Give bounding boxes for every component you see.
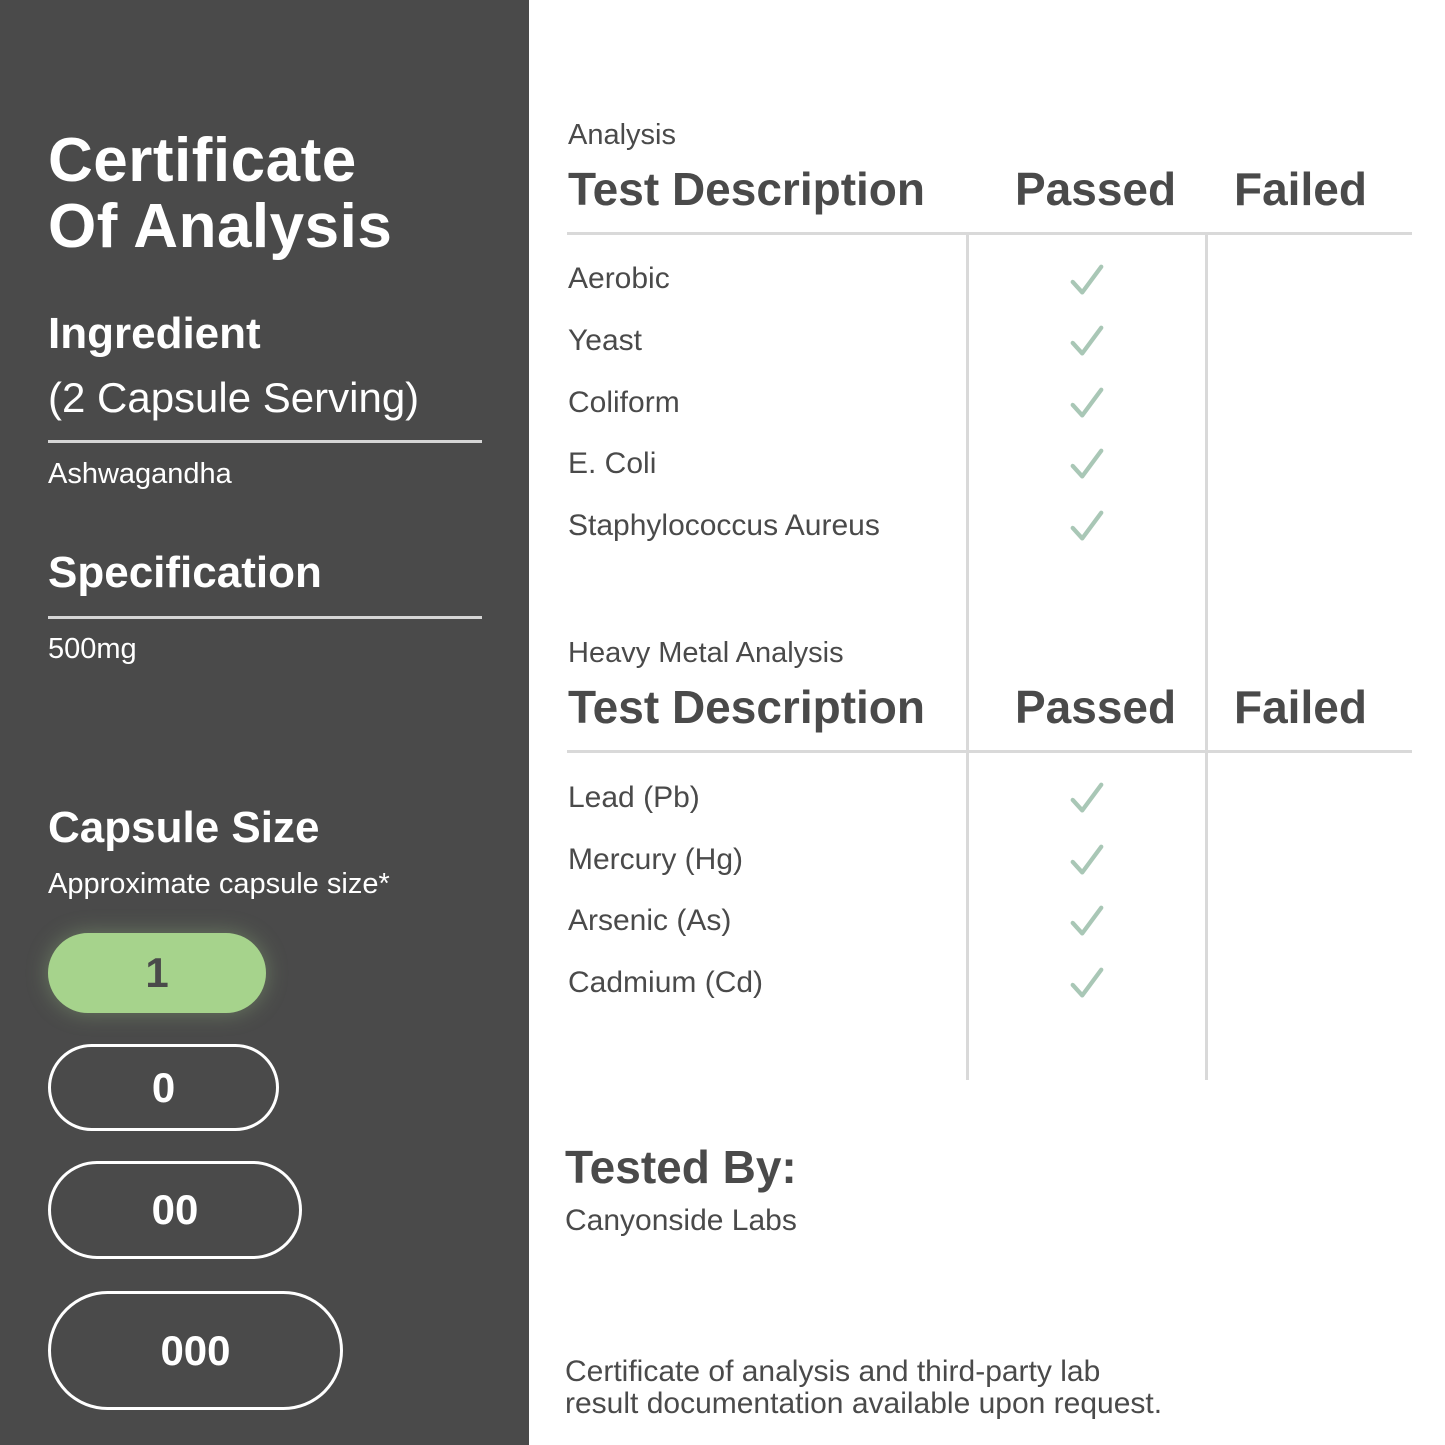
page-title: [48, 128, 392, 260]
specification-divider: [48, 616, 482, 619]
analysis-header-divider: [567, 232, 1412, 235]
heavy-metal-header-passed: Passed: [1015, 681, 1177, 733]
capsule-size-option-1[interactable]: 1: [48, 933, 266, 1013]
check-icon: [1068, 446, 1106, 484]
capsule-size-option-0[interactable]: 0: [48, 1044, 279, 1131]
ingredient-subtitle: (2 Capsule Serving): [48, 374, 420, 421]
heavy-metal-header-description: Test Description: [568, 681, 925, 733]
analysis-header-failed: Failed: [1234, 163, 1367, 215]
check-icon: [1068, 965, 1106, 1003]
specification-title: Specification: [48, 548, 322, 597]
tested-by-lab: Canyonside Labs: [565, 1204, 797, 1237]
heavy-metal-row-cadmium: Cadmium (Cd): [568, 966, 764, 999]
analysis-row-coliform: Coliform: [568, 386, 680, 419]
check-icon: [1068, 842, 1106, 880]
check-icon: [1068, 323, 1106, 361]
check-icon: [1068, 780, 1106, 818]
analysis-row-staphylococcus: Staphylococcus Aureus: [568, 509, 880, 542]
ingredient-value: Ashwagandha: [48, 458, 232, 490]
tested-by-title: Tested By:: [565, 1141, 797, 1193]
capsule-size-option-000[interactable]: 000: [48, 1291, 343, 1410]
footnote: [565, 1356, 1265, 1420]
footnote-line-1: Certificate of analysis and third-party lab: [565, 1355, 1101, 1388]
check-icon: [1068, 385, 1106, 423]
analysis-row-aerobic: Aerobic: [568, 262, 670, 295]
analysis-header-passed: Passed: [1015, 163, 1177, 215]
analysis-row-yeast: Yeast: [568, 324, 642, 357]
capsule-size-option-00[interactable]: 00: [48, 1161, 302, 1259]
title-line-1: Certificate: [48, 126, 357, 195]
capsule-size-title: Capsule Size: [48, 803, 320, 852]
ingredient-divider: [48, 440, 482, 443]
check-icon: [1068, 508, 1106, 546]
heavy-metal-row-arsenic: Arsenic (As): [568, 904, 732, 937]
heavy-metal-header-failed: Failed: [1234, 681, 1367, 733]
column-divider-failed: [1205, 235, 1208, 1080]
left-panel: [0, 0, 529, 1445]
analysis-row-e-coli: E. Coli: [568, 447, 657, 480]
heavy-metal-row-lead: Lead (Pb): [568, 781, 700, 814]
heavy-metal-header-divider: [567, 750, 1412, 753]
specification-value: 500mg: [48, 633, 137, 665]
check-icon: [1068, 262, 1106, 300]
footnote-line-2: result documentation available upon request.: [565, 1387, 1163, 1420]
check-icon: [1068, 903, 1106, 941]
column-divider-passed: [966, 235, 969, 1080]
analysis-section-label: Analysis: [568, 119, 676, 151]
title-line-2: Of Analysis: [48, 192, 393, 261]
analysis-header-description: Test Description: [568, 163, 925, 215]
ingredient-title: Ingredient: [48, 309, 261, 358]
heavy-metal-section-label: Heavy Metal Analysis: [568, 637, 844, 669]
capsule-size-note: Approximate capsule size*: [48, 868, 390, 900]
heavy-metal-row-mercury: Mercury (Hg): [568, 843, 744, 876]
